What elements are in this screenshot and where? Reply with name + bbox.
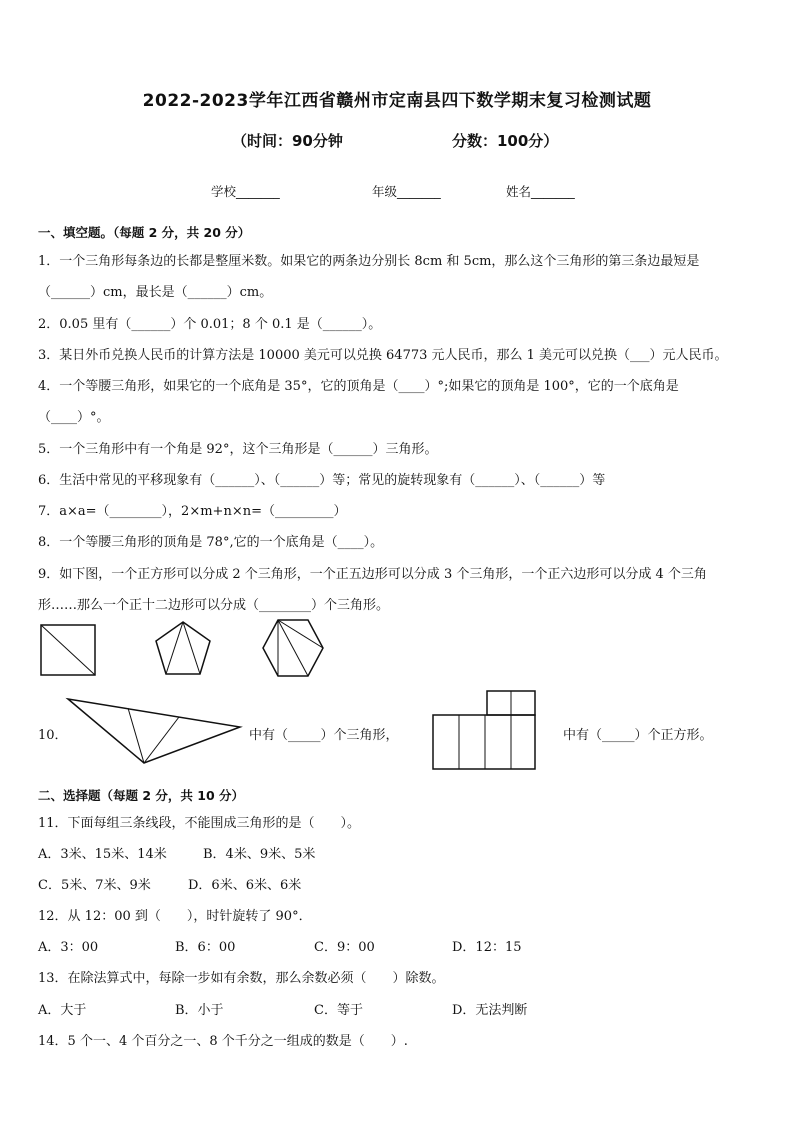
question-6: 6．生活中常见的平移现象有（______）、（______）等；常见的旋转现象有（______）、（______）等 bbox=[38, 473, 606, 488]
pentagon-divided-figure bbox=[154, 620, 212, 676]
question-5: 5．一个三角形中有一个角是 92°，这个三角形是（______）三角形。 bbox=[38, 442, 438, 457]
hexagon-divided-figure bbox=[262, 618, 324, 678]
page-title: 2022-2023学年江西省赣州市定南县四下数学期末复习检测试题 bbox=[142, 91, 652, 111]
question-11-option-b: B．4米、9米、5米 bbox=[203, 847, 316, 862]
question-11-option-a: A．3米、15米、14米 bbox=[38, 847, 167, 862]
grade-field: 年级_______ bbox=[372, 184, 441, 199]
time-label: （时间：90分钟 bbox=[232, 132, 343, 150]
section-heading-fill: 一、填空题。（每题 2 分，共 20 分） bbox=[38, 225, 251, 240]
question-12-option-a: A．3：00 bbox=[38, 940, 99, 955]
question-11-option-d: D．6米、6米、6米 bbox=[188, 878, 302, 893]
question-4-line-2: （____）°。 bbox=[38, 410, 110, 425]
question-10-squares: 中有（_____）个正方形。 bbox=[563, 728, 713, 743]
question-14: 14．5 个一、4 个百分之一、8 个千分之一组成的数是（ ）. bbox=[38, 1034, 408, 1049]
question-10-triangles: 中有（_____）个三角形， bbox=[249, 728, 399, 743]
square-count-figure bbox=[432, 690, 538, 770]
question-7: 7．a×a=（________），2×m+n×n=（_________） bbox=[38, 504, 347, 519]
question-8: 8．一个等腰三角形的顶角是 78°,它的一个底角是（____）。 bbox=[38, 535, 384, 550]
question-9-line-1: 9．如下图，一个正方形可以分成 2 个三角形，一个正五边形可以分成 3 个三角形，一个正六边形可以分成 4 个三角 bbox=[38, 567, 707, 582]
question-11: 11．下面每组三条线段，不能围成三角形的是（ ）。 bbox=[38, 816, 361, 831]
question-9-line-2: 形……那么一个正十二边形可以分成（________）个三角形。 bbox=[38, 598, 390, 613]
square-divided-figure bbox=[40, 624, 96, 676]
question-13-option-b: B．小于 bbox=[175, 1003, 224, 1018]
question-12: 12．从 12：00 到（ ），时针旋转了 90°． bbox=[38, 909, 312, 924]
question-13-option-d: D．无法判断 bbox=[452, 1003, 528, 1018]
question-12-option-d: D．12：15 bbox=[452, 940, 522, 955]
school-field: 学校_______ bbox=[211, 184, 280, 199]
question-4-line-1: 4．一个等腰三角形，如果它的一个底角是 35°，它的顶角是（____）°;如果它的顶角是 100°，它的一个底角是 bbox=[38, 379, 679, 394]
question-13: 13．在除法算式中，每除一步如有余数，那么余数必须（ ）除数。 bbox=[38, 971, 445, 986]
triangle-count-figure bbox=[66, 697, 242, 765]
score-label: 分数：100分） bbox=[452, 132, 559, 150]
question-1-line-1: 1．一个三角形每条边的长都是整厘米数。如果它的两条边分别长 8cm 和 5cm，那么这个三角形的第三条边最短是 bbox=[38, 254, 700, 269]
question-12-option-b: B．6：00 bbox=[175, 940, 236, 955]
question-13-option-c: C．等于 bbox=[314, 1003, 363, 1018]
question-13-option-a: A．大于 bbox=[38, 1003, 87, 1018]
question-3: 3．某日外币兑换人民币的计算方法是 10000 美元可以兑换 64773 元人民币，那么 1 美元可以兑换（___）元人民币。 bbox=[38, 348, 728, 363]
question-11-option-c: C．5米、7米、9米 bbox=[38, 878, 151, 893]
section-heading-choice: 二、选择题（每题 2 分，共 10 分） bbox=[38, 788, 245, 803]
question-1-line-2: （______）cm，最长是（______）cm。 bbox=[38, 285, 273, 300]
question-12-option-c: C．9：00 bbox=[314, 940, 375, 955]
question-10-number: 10． bbox=[38, 728, 68, 743]
name-field: 姓名_______ bbox=[506, 184, 575, 199]
question-2: 2．0.05 里有（______）个 0.01；8 个 0.1 是（______）。 bbox=[38, 317, 382, 332]
